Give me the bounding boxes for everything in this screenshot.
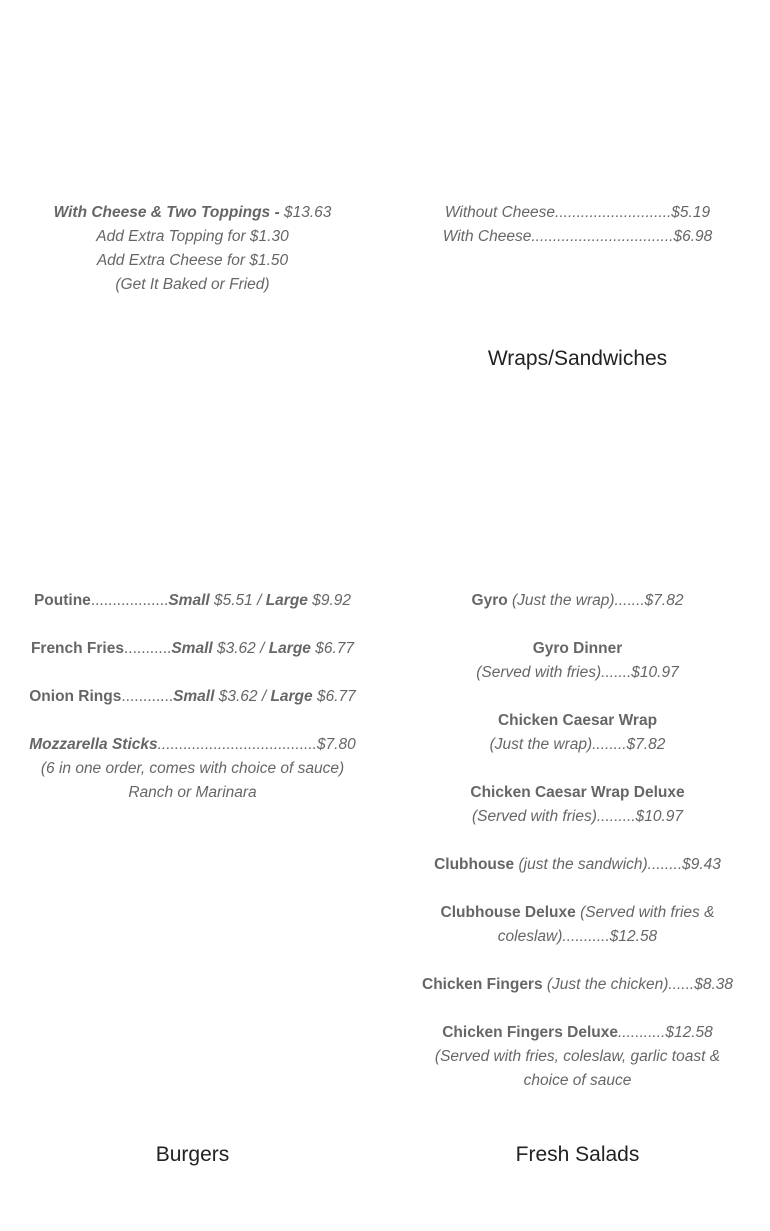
fingers-name: Chicken Fingers: [422, 976, 543, 993]
mozz-sauces: Ranch or Marinara: [128, 784, 257, 801]
clubhouse-deluxe-name: Clubhouse Deluxe: [440, 904, 576, 921]
caesar-wrap-name: Chicken Caesar Wrap: [497, 712, 658, 729]
poutine-large-label: Large: [265, 592, 308, 609]
pizza-baked-or-fried: (Get It Baked or Fried): [115, 276, 270, 293]
fries-small-price: $3.62 /: [212, 640, 269, 657]
mozz-name: Mozzarella Sticks: [29, 736, 158, 753]
gyro-dinner-name: Gyro Dinner: [532, 640, 623, 657]
pizza-details: [0, 201, 385, 297]
clubhouse-detail: (just the sandwich)........$9.43: [514, 856, 721, 873]
pizza-extra-topping: Add Extra Topping for $1.30: [96, 228, 289, 245]
rings-small-label: Small: [173, 688, 215, 705]
fingers-detail: (Just the chicken)......$8.38: [542, 976, 733, 993]
wraps-sandwiches-heading: Wraps/Sandwiches: [487, 347, 668, 370]
mozz-description: (6 in one order, comes with choice of sauce): [40, 760, 345, 777]
fingers-deluxe-name: Chicken Fingers Deluxe: [442, 1024, 618, 1041]
french-fries-item: [0, 637, 385, 661]
pizza-extra-cheese: Add Extra Cheese for $1.50: [96, 252, 289, 269]
without-cheese-line: Without Cheese...........................$5.19: [444, 204, 711, 221]
mozzarella-sticks-item: [0, 733, 385, 757]
poutine-small-price: $5.51 /: [209, 592, 266, 609]
wraps-list: [385, 589, 770, 1093]
poutine-large-price: $9.92: [307, 592, 352, 609]
fingers-deluxe-detail2: choice of sauce: [523, 1072, 632, 1089]
with-cheese-line: With Cheese.................................$6.98: [442, 228, 713, 245]
rings-large-price: $6.77: [312, 688, 356, 705]
mozz-dots-price: .....................................$7.80: [157, 736, 356, 753]
fries-name: French Fries: [30, 640, 124, 657]
clubhouse-deluxe-detail2: coleslaw)...........$12.58: [497, 928, 658, 945]
gyro-name: Gyro: [471, 592, 508, 609]
clubhouse-item: [385, 853, 770, 877]
rings-name: Onion Rings: [29, 688, 122, 705]
pizza-toppings-label: With Cheese & Two Toppings -: [53, 204, 284, 221]
rings-dots: ............: [121, 688, 174, 705]
fries-large-price: $6.77: [310, 640, 355, 657]
caesar-deluxe-name: Chicken Caesar Wrap Deluxe: [470, 784, 685, 801]
burgers-heading: Burgers: [155, 1143, 230, 1166]
garlic-bread-details: [385, 201, 770, 249]
pizza-line-toppings: [0, 201, 385, 225]
sides-list: [0, 589, 385, 805]
rings-large-label: Large: [270, 688, 313, 705]
fingers-deluxe-item: [385, 1021, 770, 1045]
rings-small-price: $3.62 /: [214, 688, 271, 705]
caesar-deluxe-detail: (Served with fries).........$10.97: [471, 808, 684, 825]
onion-rings-item: [0, 685, 385, 709]
poutine-dots: ..................: [90, 592, 169, 609]
fresh-salads-heading: Fresh Salads: [515, 1143, 640, 1166]
clubhouse-name: Clubhouse: [434, 856, 515, 873]
gyro-dinner-detail: (Served with fries).......$10.97: [476, 664, 679, 681]
gyro-item: [385, 589, 770, 613]
fingers-deluxe-detail1: (Served with fries, coleslaw, garlic toast &: [434, 1048, 721, 1065]
poutine-item: [0, 589, 385, 613]
poutine-small-label: Small: [168, 592, 210, 609]
poutine-name: Poutine: [33, 592, 91, 609]
fries-large-label: Large: [268, 640, 311, 657]
clubhouse-deluxe-item: [385, 901, 770, 925]
caesar-wrap-detail: (Just the wrap)........$7.82: [489, 736, 666, 753]
clubhouse-deluxe-detail1: (Served with fries &: [575, 904, 715, 921]
pizza-toppings-price: $13.63: [283, 204, 332, 221]
chicken-fingers-item: [385, 973, 770, 997]
gyro-detail: (Just the wrap).......$7.82: [507, 592, 684, 609]
fries-dots: ...........: [123, 640, 172, 657]
fingers-deluxe-dots-price: ...........$12.58: [617, 1024, 713, 1041]
fries-small-label: Small: [171, 640, 213, 657]
